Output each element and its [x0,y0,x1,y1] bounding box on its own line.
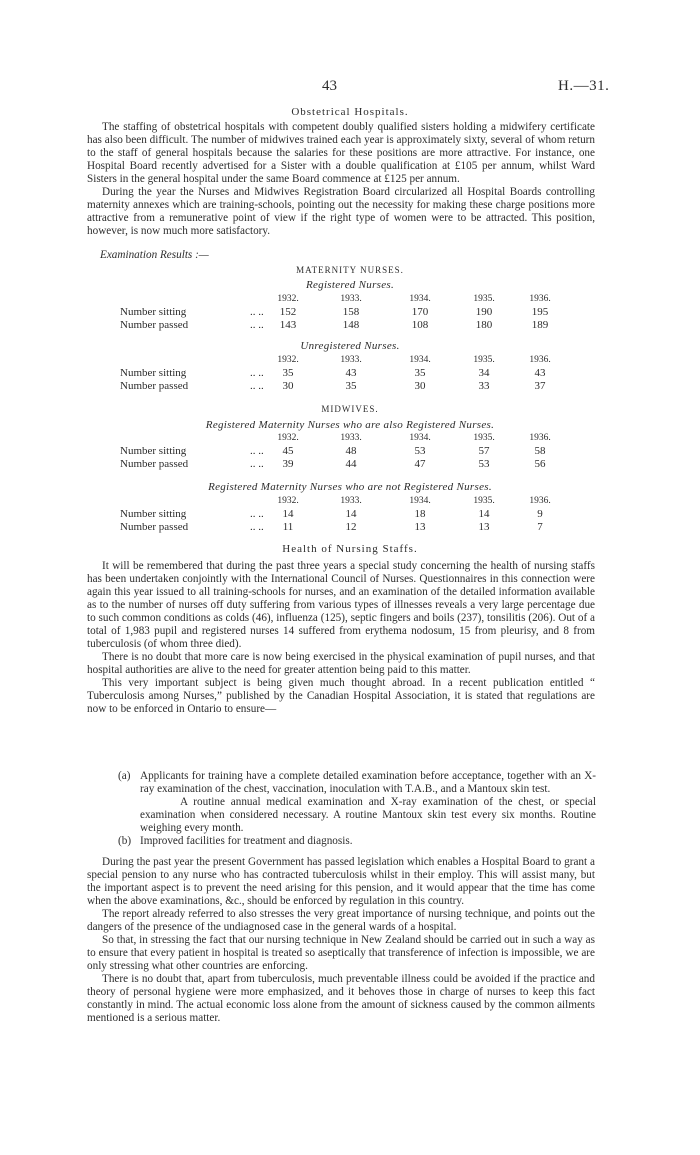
value-cell: 108 [411,319,429,331]
year-cell: 1932. [277,294,299,304]
year-cell: 1936. [529,433,551,443]
row-label: Number sitting [120,508,187,520]
value-cell: 48 [345,445,357,457]
list-marker: (a) [118,770,131,782]
value-cell: 58 [534,445,546,457]
year-cell: 1934. [409,294,431,304]
paragraph: The staffing of obstetrical hospitals with competent doubly qualified sisters holding a midwifery certificate has also been difficult. The number of midwives trained each year is approximately sixty, several of whom return to the staff of general hospitals because the salaries for these positions are more attractive. For instance, one Hospital Board recently advertised for a Sister with a double qualification at £105 per annum, whilst Ward Sisters in the general hospital under the same Board commence at £125 per annum. [87,121,595,185]
value-cell: 180 [475,319,493,331]
year-cell: 1935. [473,496,495,506]
value-cell: 13 [414,521,426,533]
leader-dots: .. .. [250,521,264,533]
value-cell: 33 [478,380,490,392]
year-cell: 1933. [340,294,362,304]
value-cell: 7 [537,521,543,533]
leader-dots: .. .. [250,319,264,331]
paragraph: This very important subject is being given much thought abroad. In a recent publication entitled “ Tuberculosis among Nurses,” published by the Canadian Hospital Association, it is stated that regulations are now to be enforced in Ontario to ensure— [87,677,595,715]
closing-body [87,856,595,1025]
table-row [0,319,700,332]
year-cell: 1932. [277,433,299,443]
value-cell: 35 [282,367,294,379]
leader-dots: .. .. [250,508,264,520]
value-cell: 37 [534,380,546,392]
value-cell: 35 [414,367,426,379]
year-cell: 1934. [409,355,431,365]
value-cell: 18 [414,508,426,520]
paragraph: So that, in stressing the fact that our nursing technique in New Zealand should be carried out in such a way as to ensure that every patient in hospital is treated so aseptically that transference of infection is impossible, we are only stressing what other countries are enforcing. [87,934,595,972]
table-title: Registered Maternity Nurses who are not Registered Nurses. [208,481,492,493]
year-cell: 1934. [409,496,431,506]
row-label: Number passed [120,380,189,392]
table-row [0,521,700,534]
leader-dots: .. .. [250,458,264,470]
row-label: Number sitting [120,306,187,318]
list-item-text: Applicants for training have a complete detailed examination before acceptance, together with an X-ray examination of the chest, vaccination, inoculation with T.A.B., and a Mantoux skin test. [140,770,596,795]
list-item-text: Improved facilities for treatment and diagnosis. [140,835,353,847]
value-cell: 148 [342,319,360,331]
value-cell: 14 [282,508,294,520]
value-cell: 45 [282,445,294,457]
value-cell: 152 [279,306,297,318]
table-title: Registered Nurses. [305,279,395,291]
year-cell: 1935. [473,355,495,365]
value-cell: 9 [537,508,543,520]
value-cell: 30 [282,380,294,392]
leader-dots: .. .. [250,380,264,392]
value-cell: 12 [345,521,357,533]
year-cell: 1936. [529,355,551,365]
value-cell: 43 [345,367,357,379]
leader-dots: .. .. [250,445,264,457]
list-item-note: A routine annual medical examination and X-ray examination of the chest, or special examination when considered necessary. A routine Mantoux skin test every six months. Routine weighing every month. [140,796,596,834]
value-cell: 14 [345,508,357,520]
year-cell: 1932. [277,355,299,365]
table-row [0,458,700,471]
value-cell: 56 [534,458,546,470]
health-body [87,560,595,716]
leader-dots: .. .. [250,306,264,318]
table-row [0,367,700,380]
year-cell: 1932. [277,496,299,506]
list-marker: (b) [118,835,132,847]
paragraph: During the year the Nurses and Midwives Registration Board circularized all Hospital Boards controlling maternity annexes which are training-schools, pointing out the necessity for making these charge positions more attractive from a remunerative point of view if the right type of women were to be attracted. This position, however, is now much more satisfactory. [87,186,595,237]
row-label: Number sitting [120,445,187,457]
year-cell: 1936. [529,496,551,506]
year-cell: 1933. [340,355,362,365]
value-cell: 30 [414,380,426,392]
value-cell: 170 [411,306,429,318]
regulations-list [118,770,596,848]
value-cell: 57 [478,445,490,457]
value-cell: 189 [531,319,549,331]
table-title: Unregistered Nurses. [300,340,400,352]
value-cell: 53 [478,458,490,470]
value-cell: 44 [345,458,357,470]
value-cell: 13 [478,521,490,533]
year-cell: 1934. [409,433,431,443]
paragraph: There is no doubt that, apart from tuberculosis, much preventable illness could be avoided if the practice and theory of personal hygiene were more emphasized, and it behoves those in charge of nurses to keep this fact constantly in mind. The actual economic loss alone from the amount of sickness caused by the common ailments mentioned is a serious matter. [87,973,595,1024]
value-cell: 35 [345,380,357,392]
paragraph: It will be remembered that during the past three years a special study concerning the health of nursing staffs has been undertaken conjointly with the International Council of Nurses. Questionnaires in this connection were again this year issued to all training-schools for nurses, and an examination of the detailed information available as to the number of nurses off duty suffering from various types of illnesses reveals a very large percentage due to such common conditions as colds (46), influenza (125), septic fingers and boils (237), tonsilitis (206). Out of a total of 1,983 pupil and registered nurses 14 suffered from erythema nodosum, 15 from pleurisy, and 8 from tuberculosis (of whom three died). [87,560,595,650]
list-item [118,835,596,848]
leader-dots: .. .. [250,367,264,379]
year-cell: 1935. [473,294,495,304]
value-cell: 11 [282,521,294,533]
maternity-nurses-heading: MATERNITY NURSES. [296,265,404,275]
table-title: Registered Maternity Nurses who are also Registered Nurses. [205,419,495,431]
value-cell: 53 [414,445,426,457]
row-label: Number passed [120,458,189,470]
list-item [118,770,596,796]
obstetrical-hospitals-heading: Obstetrical Hospitals. [291,106,409,118]
page-number: 43 [322,78,337,94]
value-cell: 43 [534,367,546,379]
row-label: Number passed [120,319,189,331]
health-of-nursing-staffs-heading: Health of Nursing Staffs. [282,543,418,555]
table-row [0,306,700,319]
value-cell: 143 [279,319,297,331]
value-cell: 158 [342,306,360,318]
obstetrical-body [87,121,595,238]
paragraph: There is no doubt that more care is now being exercised in the physical examination of pupil nurses, and that hospital authorities are alive to the need for greater attention being paid to this matter. [87,651,595,676]
value-cell: 34 [478,367,490,379]
row-label: Number passed [120,521,189,533]
examination-results-label: Examination Results :— [100,249,209,261]
value-cell: 195 [531,306,549,318]
year-cell: 1933. [340,496,362,506]
row-label: Number sitting [120,367,187,379]
paragraph: The report already referred to also stresses the very great importance of nursing technique, and points out the dangers of the presence of the undiagnosed case in the general wards of a hospital. [87,908,595,933]
table-row [0,380,700,393]
value-cell: 39 [282,458,294,470]
year-cell: 1936. [529,294,551,304]
midwives-heading: MIDWIVES. [321,404,379,414]
table-row [0,508,700,521]
paragraph: During the past year the present Government has passed legislation which enables a Hospital Board to grant a special pension to any nurse who has contracted tuberculosis whilst in their employ. This will assist many, but the important aspect is to prevent the need arising for this pension, and it would appear that the time has come when the above examinations, &c., should be enforced by regulation in this country. [87,856,595,907]
value-cell: 47 [414,458,426,470]
year-cell: 1933. [340,433,362,443]
value-cell: 190 [475,306,493,318]
document-reference: H.—31. [558,78,610,94]
value-cell: 14 [478,508,490,520]
year-cell: 1935. [473,433,495,443]
table-row [0,445,700,458]
